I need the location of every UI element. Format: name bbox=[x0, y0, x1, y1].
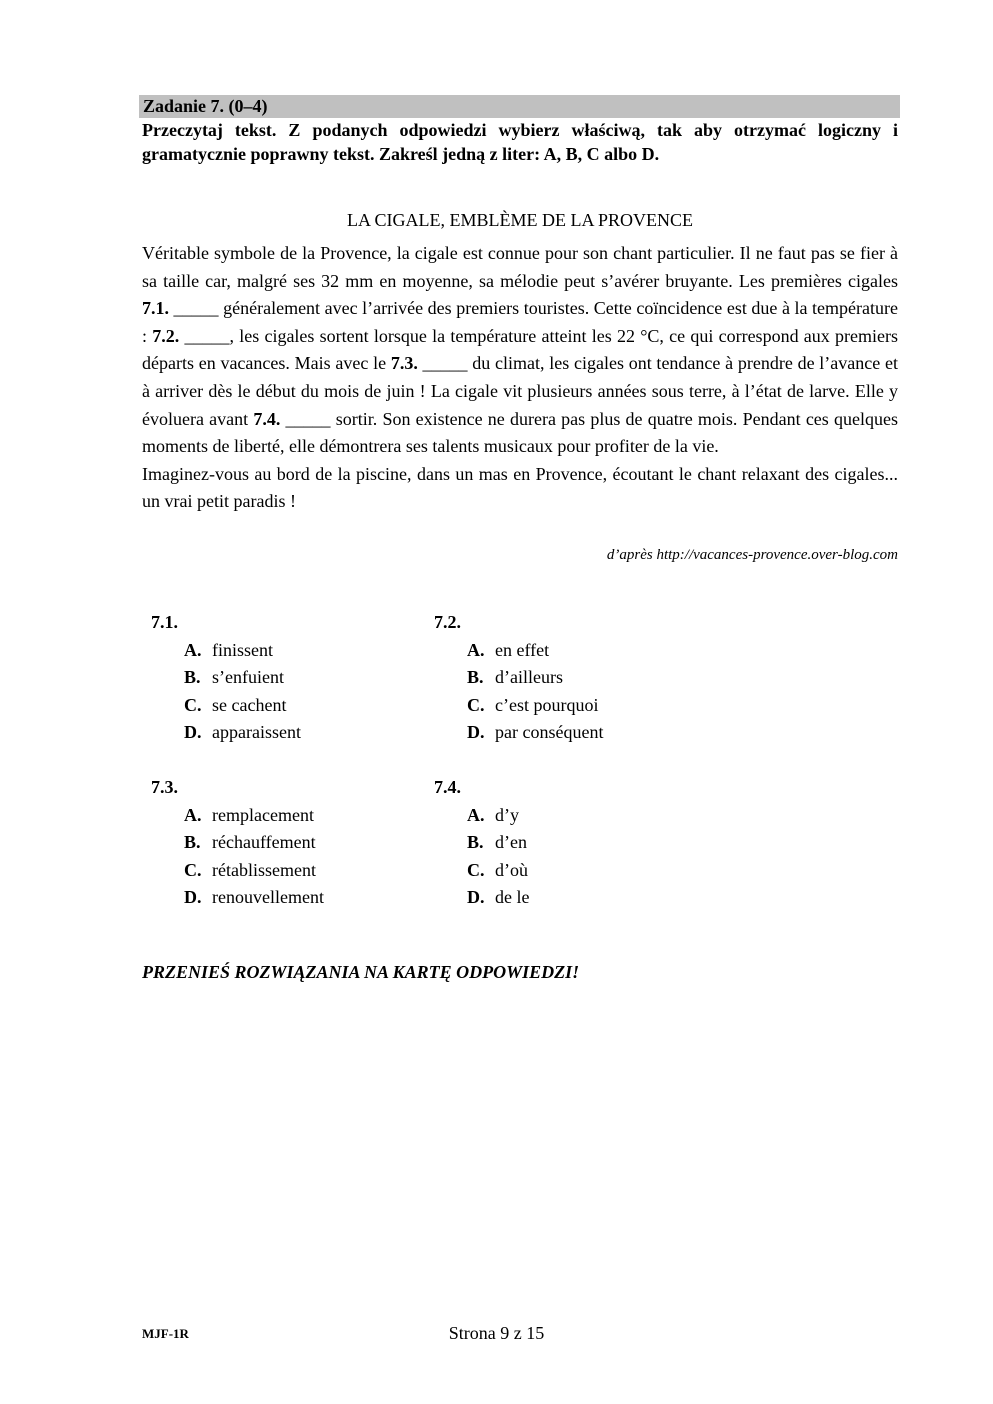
option-text: d’y bbox=[495, 804, 519, 825]
text-segment: _____ du climat, les cigales ont tendance à prendre de l’avance et à arriver dès le début du mois de juin ! La cigale vit plusieurs années sous terre, à l’état de larve. Elle y évoluera avant bbox=[142, 353, 898, 429]
option-c[interactable] bbox=[434, 692, 603, 720]
gap-7-1-label: 7.1. bbox=[142, 298, 169, 319]
option-letter: C. bbox=[467, 694, 485, 715]
task-instruction: Przeczytaj tekst. Z podanych odpowiedzi wybierz właściwą, tak aby otrzymać logiczny i gramatycznie poprawny tekst. Zakreśl jedną z liter: A, B, C albo D. bbox=[142, 120, 898, 164]
option-letter: D. bbox=[467, 887, 485, 908]
option-b[interactable] bbox=[151, 829, 324, 857]
option-text: par conséquent bbox=[495, 722, 604, 743]
option-d[interactable] bbox=[434, 719, 603, 747]
option-letter: A. bbox=[184, 804, 202, 825]
option-c[interactable] bbox=[151, 857, 324, 885]
option-d[interactable] bbox=[434, 884, 529, 912]
option-a[interactable] bbox=[434, 637, 603, 665]
gap-7-4-label: 7.4. bbox=[253, 408, 281, 429]
reading-text bbox=[142, 240, 898, 516]
option-letter: C. bbox=[184, 694, 202, 715]
paragraph-2: Imaginez-vous au bord de la piscine, dans un mas en Provence, écoutant le chant relaxant des cigales... un vrai petit paradis ! bbox=[142, 463, 898, 512]
option-letter: A. bbox=[467, 639, 485, 660]
paragraph-1 bbox=[142, 240, 898, 461]
text-segment: Véritable symbole de la Provence, la cigale est connue pour son chant particulier. Il ne faut pas se fier à sa taille car, malgré ses 32 mm en moyenne, sa mélodie peut s’avérer bruyante. Les premières cigales bbox=[142, 243, 898, 291]
option-letter: B. bbox=[467, 832, 484, 853]
option-text: apparaissent bbox=[212, 722, 301, 743]
exam-code: MJF-1R bbox=[142, 1326, 189, 1341]
option-text: réchauffement bbox=[212, 832, 316, 853]
option-text: en effet bbox=[495, 639, 550, 660]
option-text: finissent bbox=[212, 639, 273, 660]
option-text: d’ailleurs bbox=[495, 667, 563, 688]
text-title: LA CIGALE, EMBLÈME DE LA PROVENCE bbox=[347, 210, 693, 230]
option-text: d’où bbox=[495, 859, 528, 880]
text-segment: _____, les cigales sortent lorsque la température atteint les 22 °C, ce qui correspond aux premiers départs en vacances. Mais avec le bbox=[142, 325, 898, 374]
option-b[interactable] bbox=[151, 664, 301, 692]
option-b[interactable] bbox=[434, 829, 529, 857]
question-7-2 bbox=[434, 609, 603, 747]
option-letter: D. bbox=[184, 722, 202, 743]
option-c[interactable] bbox=[434, 857, 529, 885]
option-d[interactable] bbox=[151, 884, 324, 912]
question-number: 7.1. bbox=[151, 612, 178, 632]
question-7-3 bbox=[151, 774, 324, 912]
question-7-4 bbox=[434, 774, 529, 912]
option-a[interactable] bbox=[151, 802, 324, 830]
option-letter: D. bbox=[184, 887, 202, 908]
question-number: 7.2. bbox=[434, 612, 461, 632]
option-text: c’est pourquoi bbox=[495, 694, 599, 715]
text-segment: _____ sortir. Son existence ne durera pas plus de quatre mois. Pendant ces quelques moments de liberté, elle démontrera ses talents musicaux pour profiter de la vie. bbox=[142, 408, 898, 457]
option-b[interactable] bbox=[434, 664, 603, 692]
option-letter: A. bbox=[184, 639, 202, 660]
question-number: 7.3. bbox=[151, 777, 178, 797]
option-letter: A. bbox=[467, 804, 485, 825]
question-7-1 bbox=[151, 609, 301, 747]
option-letter: D. bbox=[467, 722, 485, 743]
gap-7-2-label: 7.2. bbox=[152, 325, 180, 346]
option-letter: C. bbox=[467, 859, 485, 880]
option-letter: C. bbox=[184, 859, 202, 880]
option-c[interactable] bbox=[151, 692, 301, 720]
option-letter: B. bbox=[467, 667, 484, 688]
question-number: 7.4. bbox=[434, 777, 461, 797]
option-letter: B. bbox=[184, 667, 201, 688]
option-text: de le bbox=[495, 887, 530, 908]
option-text: se cachent bbox=[212, 694, 287, 715]
option-letter: B. bbox=[184, 832, 201, 853]
option-text: rétablissement bbox=[212, 859, 316, 880]
option-text: s’enfuient bbox=[212, 667, 284, 688]
page-number: Strona 9 z 15 bbox=[448, 1323, 545, 1343]
option-text: d’en bbox=[495, 832, 527, 853]
option-a[interactable] bbox=[434, 802, 529, 830]
gap-7-3-label: 7.3. bbox=[390, 353, 418, 374]
option-a[interactable] bbox=[151, 637, 301, 665]
option-d[interactable] bbox=[151, 719, 301, 747]
option-text: remplacement bbox=[212, 804, 314, 825]
source-citation: d’après http://vacances-provence.over-blog.com bbox=[606, 547, 898, 563]
text-segment: _____ généralement avec l’arrivée des premiers touristes. Cette coïncidence est due à la température : bbox=[142, 298, 898, 346]
transfer-answers-note: PRZENIEŚ ROZWIĄZANIA NA KARTĘ ODPOWIEDZI! bbox=[142, 962, 580, 982]
task-header: Zadanie 7. (0–4) bbox=[139, 95, 900, 118]
option-text: renouvellement bbox=[212, 887, 324, 908]
